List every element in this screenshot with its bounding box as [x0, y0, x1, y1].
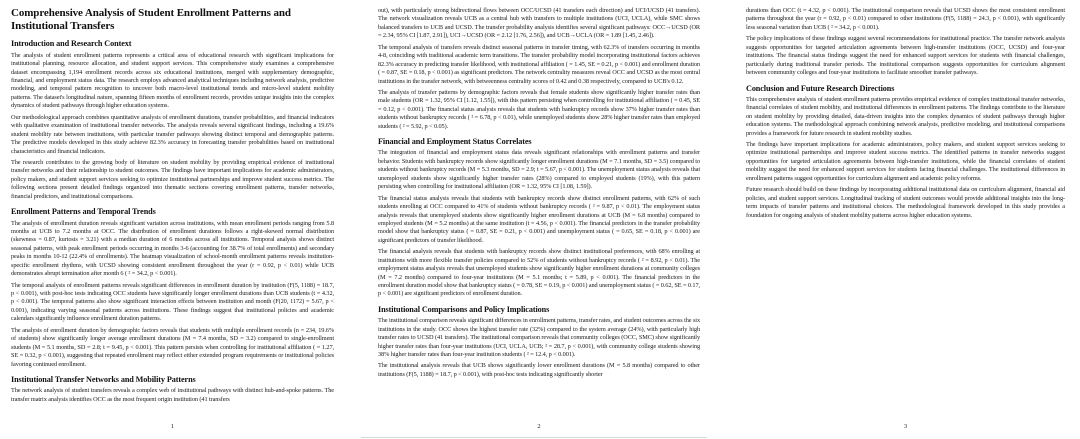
paragraph: The analysis of enrollment duration by demographic factors reveals that students with multiple enrollment records (n = 234, 19.6% of students) show significantly longer average enrollment durations (M = 7.4 months, SD = 3.2) compared to single-enrollment students (M = 5.1 months, SD = 2.8; t = 9.45, p < 0.001). This pattern persists when controlling for institutional affiliation ( = 1.27, SE = 0.32, p < 0.001), suggesting that repeated enrollment may reflect either extended program requirements or institutional policies favoring continued enrollment.: [11, 326, 334, 368]
section-heading-institutional-comparisons: Institutional Comparisons and Policy Implications: [378, 304, 550, 314]
paragraph: The institutional comparison reveals significant differences in enrollment patterns, transfer rates, and student outcomes across the six institutions in the study. OCC shows the highest transfer rate (32%) compared to the system average (24%), with particularly high transfer rates to UCSD (41 transfers). The institutional comparison reveals that community colleges (OCC, SMC) show significantly higher transfer rates than four-year institutions (UCI, UCLA, UCB; ² = 28.7, p < 0.001), with community college students showing 38% higher transfer rates than four-year institution students ( ² = 12.4, p < 0.001).: [378, 317, 700, 358]
page-bottom-edge-line: [361, 437, 707, 438]
paragraph: The analysis of student enrollment patterns represents a critical area of educational research with significant implications for institutional planning, resource allocation, and student support services. This comprehensive study examines a comprehensive dataset encompassing 1,194 enrollment records across six educational institutions, merged with supplementary demographic, financial, and employment status data. The research employs advanced analytical techniques including network analysis, predictive modeling, and temporal pattern recognition to uncover both macro-level institutional trends and micro-level student mobility patterns. The dataset's longitudinal nature, spanning fifteen months of enrollment records, provides unique insights into the complex dynamics of student pathways through higher education systems.: [11, 51, 334, 110]
page-3: [720, 0, 1080, 439]
paragraph: Our methodological approach combines quantitative analysis of enrollment durations, transfer probabilities, and financial indicators with qualitative examination of institutional transfer networks. The analysis reveals several significant findings, including a 19.6% student mobility rate between institutions, with particular transfer pathways showing distinct temporal and demographic patterns. The predictive models developed in this study achieve 82.3% accuracy in forecasting transfer probabilities based on institutional characteristics and financial indicators.: [11, 113, 334, 155]
paragraph: The institutional analysis reveals that UCB shows significantly lower enrollment durations (M = 5.8 months) compared to other institutions (F(5, 1188) = 18.7, p < 0.001), with post-hoc tests indicating significantly shorter: [378, 362, 700, 378]
paragraph: durations than OCC (t = 4.32, p < 0.001). The institutional comparison reveals that UCSD shows the most consistent enrollment patterns throughout the year (r = 0.92, p < 0.01) compared to other institutions (F(5, 1188) = 24.3, p < 0.001), with significantly less seasonal variation than UCB ( ² = 34.2, p < 0.001).: [746, 7, 1065, 31]
paragraph: The policy implications of these findings suggest several recommendations for institutional practice. The transfer network analysis suggests opportunities for targeted articulation agreements between high-transfer institutions (OCC, UCSD) and four-year institutions. The financial status findings suggest the need for enhanced support services for students with financial challenges, particularly during traditional transfer periods. The institutional comparison suggests opportunities for curriculum alignment between community colleges and four-year institutions to facilitate smoother transfer pathways.: [746, 35, 1065, 77]
document-title: Comprehensive Analysis of Student Enrollment Patterns and Institutional Transfers: [11, 7, 291, 33]
paragraph: The findings have important implications for academic administrators, policy makers, and student support services seeking to optimize institutional partnerships and improve student success metrics. The identified patterns in transfer networks suggest opportunities for targeted articulation agreements between high-transfer institutions, while the financial correlates of student mobility suggest the need for enhanced support services for students facing financial challenges. The institutional differences in enrollment patterns suggest opportunities for curriculum alignment and academic policy reforms.: [746, 141, 1065, 182]
paragraph: The research contributes to the growing body of literature on student mobility by providing empirical evidence of institutional transfer networks and their relationship to student outcomes. The findings have important implications for academic administrators, policy makers, and student support services seeking to optimize institutional partnerships and improve student success metrics. The following sections present detailed findings organized into thematic sections covering enrollment patterns, transfer networks, financial predictors, and institutional comparisons.: [11, 158, 334, 200]
section-heading-conclusion: Conclusion and Future Research Directions: [746, 83, 895, 93]
page-2: [360, 0, 720, 439]
page-number: 2: [537, 423, 541, 430]
paragraph: The network analysis of student transfers reveals a complex web of institutional pathways with distinct hub-and-spoke patterns. The transfer matrix analysis identifies OCC as the most frequent origin institution (41 transfers: [11, 387, 334, 403]
paragraph: The financial analysis reveals that students with bankruptcy records show distinct institutional preferences, with 68% enrolling at institutions with more flexible transfer policies compared to 52% of students without bankruptcy records ( ² = 8.92, p < 0.01). The employment status analysis reveals that unemployed students show significantly higher enrollment durations at community colleges (M = 7.2 months) compared to four-year institutions (M = 5.1 months; t = 5.89, p < 0.001). The financial predictors in the enrollment duration model show that bankruptcy status ( = 0.78, SE = 0.19, p < 0.001) and unemployment status ( = 0.62, SE = 0.17, p < 0.001) are significant predictors of enrollment duration.: [378, 248, 700, 298]
paragraph: This comprehensive analysis of student enrollment patterns provides empirical evidence of complex institutional transfer networks, financial correlates of student mobility, and institutional differences in enrollment patterns. The findings contribute to the literature on student mobility by providing detailed, data-driven insights into the complex dynamics of student pathways through higher education systems. The methodological approach combining network analysis, predictive modeling, and institutional comparisons provides a framework for future research in student mobility studies.: [746, 95, 1065, 137]
page-3-content: [746, 7, 1065, 417]
page-1-content: [11, 7, 334, 417]
section-heading-enrollment-patterns: Enrollment Patterns and Temporal Trends: [11, 207, 156, 217]
paragraph: The temporal analysis of transfers reveals distinct seasonal patterns in transfer timing, with 62.3% of transfers occurring in months 4-8, coinciding with traditional academic term transitions. The transfer probability model incorporating institutional factors achieves 82.3% accuracy in predicting transfer likelihood, with institutional affiliation ( = 1.45, SE = 0.21, p < 0.001) and enrollment duration ( = 0.87, SE = 0.18, p < 0.001) as significant predictors. The network centrality measures reveal OCC and UCSD as the most central institutions in the transfer network, with betweenness centrality scores of 0.42 and 0.38 respectively, compared to UCB's 0.12.: [378, 43, 700, 85]
page-2-content: [378, 7, 700, 417]
paragraph: Future research should build on these findings by incorporating additional institutional data on curriculum alignment, financial aid policies, and student support services. Longitudinal tracking of student outcomes would provide additional insights into the long-term impacts of transfer patterns and institutional choices. The methodological framework developed in this study provides a foundation for ongoing analysis of student mobility patterns across higher education systems.: [746, 186, 1065, 219]
paragraph: The analysis of transfer patterns by demographic factors reveals that female students show significantly higher transfer rates than male students (OR = 1.32, 95% CI [1.12, 1.55]), with this pattern persisting when controlling for institutional affiliation ( = 0.45, SE = 0.12, p < 0.001). The financial status analysis reveals that students with bankruptcy records show 37% higher transfer rates than students without bankruptcy records ( ² = 6.78, p < 0.01), while unemployed students show 28% higher transfer rates than employed students ( ² = 5.92, p < 0.05).: [378, 88, 700, 130]
section-heading-transfer-networks: Institutional Transfer Networks and Mobility Patterns: [11, 374, 196, 384]
section-heading-financial-employment: Financial and Employment Status Correlates: [378, 137, 532, 147]
paragraph: The analysis of enrollment duration reveals significant variation across institutions, with mean enrollment periods ranging from 5.8 months at UCB to 7.2 months at OCC. The distribution of enrollment durations follows a right-skewed normal distribution (skewness = 0.87, kurtosis = 3.21) with a median duration of 6 months across all institutions. Temporal analysis shows distinct seasonal patterns, with peak enrollment periods occurring in months 3-6 (accounting for 38.7% of total enrollments) and secondary peaks in months 10-12 (22.4% of enrollments). The heatmap visualization of school-month enrollment patterns reveals institution-specific enrollment rhythms, with UCSD showing consistent enrollment throughout the year (r = 0.92, p < 0.01) while UCB demonstrates abrupt termination after month 6 ( ² = 34.2, p < 0.001).: [11, 219, 334, 278]
paragraph: out), with particularly strong bidirectional flows between OCC/UCSD (41 transfers each direction) and UCI/UCSD (41 transfers). The network visualization reveals UCB as a central hub with transfers to multiple institutions (UCI, UCLA), while SMC shows balanced transfers to UCB and UCSD. The transfer probability analysis identifies several significant pathways: OCC→UCSD (OR = 2.34, 95% CI [1.87, 2.91]), UCI→UCSD (OR = 2.12 [1.76, 2.56]), and UCB→UCLA (OR = 1.89 [1.45, 2.46]).: [378, 7, 700, 40]
page-number: 1: [170, 423, 175, 430]
page-1: [0, 0, 360, 439]
page-number: 3: [903, 423, 908, 430]
paragraph: The financial status analysis reveals that students with bankruptcy records show distinct enrollment patterns, with 62% of such students enrolling at OCC compared to 41% of students without bankruptcy records ( ² = 9.87, p < 0.01). The employment status analysis reveals that unemployed students show significantly higher enrollment durations at UCB (M = 6.8 months) compared to employed students (M = 5.2 months) at the same institution (t = 4.56, p < 0.001). The financial predictors in the transfer probability model show that bankruptcy status ( = 0.87, SE = 0.21, p < 0.001) and unemployment status ( = 0.65, SE = 0.18, p < 0.001) are significant predictors of transfer likelihood.: [378, 194, 700, 244]
section-heading-introduction: Introduction and Research Context: [11, 39, 132, 49]
paragraph: The temporal analysis of enrollment patterns reveals significant differences in enrollment duration by institution (F(5, 1188) = 18.7, p < 0.001), with post-hoc tests indicating OCC students have significantly longer enrollment durations than UCB students (t = 4.32, p < 0.001). The temporal patterns also show significant interaction effects between institution and month (F(20, 1172) = 5.67, p < 0.001), indicating varying seasonal patterns across institutions. These findings suggest that institutional policies and academic calendars significantly influence enrollment duration patterns.: [11, 281, 334, 323]
paragraph: The integration of financial and employment status data reveals significant relationships with enrollment patterns and transfer behavior. Students with bankruptcy records show significantly longer enrollment durations (M = 7.1 months, SD = 3.5) compared to students without bankruptcy records (M = 5.3 months, SD = 2.9; t = 5.67, p < 0.001). The unemployment status analysis reveals that unemployed students show significantly higher transfer rates (28%) compared to employed students (19%), with this pattern persisting when controlling for institutional affiliation (OR = 1.32, 95% CI [1.08, 1.59]).: [378, 149, 700, 191]
